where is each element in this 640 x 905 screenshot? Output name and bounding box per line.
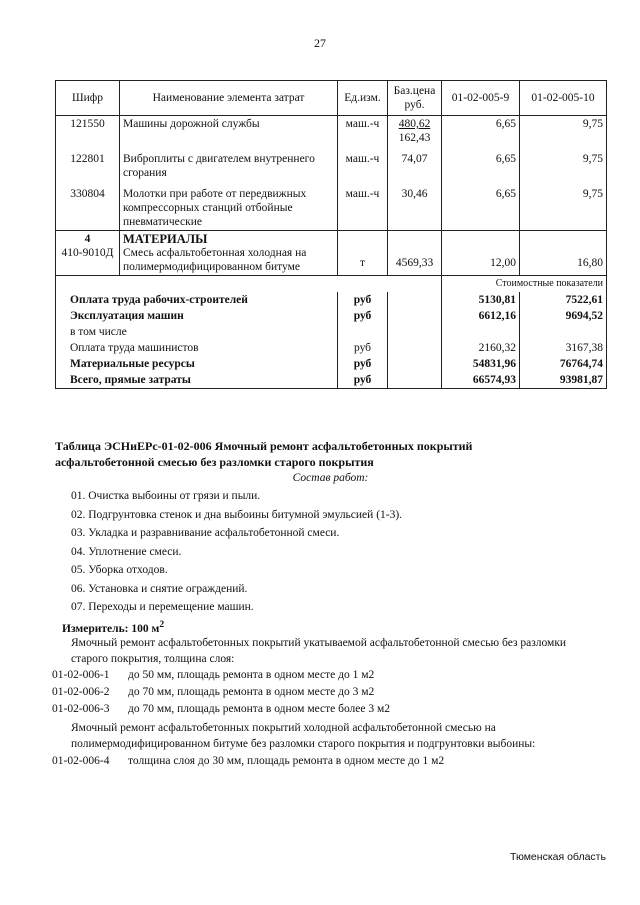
list-item <box>52 667 390 684</box>
section-title-line2: асфальтобетонной смесью без разломки старого покрытия <box>55 455 374 469</box>
row-v1: 6,65 <box>442 151 520 186</box>
list-item <box>52 753 444 770</box>
summary-label: Оплата труда рабочих-строителей <box>56 292 338 308</box>
row-name: Машины дорожной службы <box>120 116 338 152</box>
materials-title: МАТЕРИАЛЫ <box>123 232 208 246</box>
header-code: Шифр <box>56 81 120 116</box>
row-price: 30,46 <box>388 186 442 231</box>
header-unit: Ед.изм. <box>338 81 388 116</box>
summary-unit: руб <box>338 340 388 356</box>
summary-row <box>56 356 607 372</box>
summary-row <box>56 324 607 340</box>
cost-table <box>55 80 607 389</box>
item-code: 01-02-006-3 <box>52 703 110 715</box>
codes-list-2 <box>52 753 444 770</box>
table-row <box>56 151 607 186</box>
row-v2: 9,75 <box>520 151 607 186</box>
section-title-line1: Таблица ЭСНиЕРс-01-02-006 Ямочный ремонт асфальтобетонных покрытий <box>55 439 473 453</box>
measure-sup: 2 <box>159 619 165 630</box>
item-code: 01-02-006-1 <box>52 669 110 681</box>
item-code: 01-02-006-4 <box>52 755 110 767</box>
summary-row <box>56 372 607 389</box>
summary-label: Оплата труда машинистов <box>56 340 338 356</box>
summary-row <box>56 340 607 356</box>
materials-unit: т <box>338 231 388 276</box>
row-v2: 9,75 <box>520 116 607 152</box>
footer-region: Тюменская область <box>510 851 606 863</box>
summary-v2: 93981,87 <box>520 372 607 389</box>
materials-name: Смесь асфальтобетонная холодная на полимермодифицированном битуме <box>123 247 307 273</box>
summary-v1: 6612,16 <box>442 308 520 324</box>
materials-price: 4569,33 <box>388 231 442 276</box>
list-item: 06. Установка и снятие ограждений. <box>71 582 248 595</box>
table-row <box>56 186 607 231</box>
row-name: Виброплиты с двигателем внутреннего сгорания <box>120 151 338 186</box>
list-item <box>52 701 390 718</box>
header-name: Наименование элемента затрат <box>120 81 338 116</box>
item-text: до 50 мм, площадь ремонта в одном месте до 1 м2 <box>128 669 375 681</box>
list-item: 05. Уборка отходов. <box>71 564 168 576</box>
row-code: 122801 <box>56 151 120 186</box>
materials-code: 410-9010Д <box>61 247 114 259</box>
price-underlined: 480,62 <box>398 118 431 130</box>
paragraph-2: Ямочный ремонт асфальтобетонных покрытий холодной асфальтобетонной смесью на полимермодифицированном битуме без разломки старого покрытия и подгрунтовки выбоины: <box>71 722 536 750</box>
paragraph-1: Ямочный ремонт асфальтобетонных покрытий укатываемой асфальтобетонной смесью без разломки старого покрытия, толщина слоя: <box>71 637 567 665</box>
summary-label: в том числе <box>56 324 338 340</box>
row-v1: 6,65 <box>442 186 520 231</box>
materials-row <box>56 231 607 276</box>
list-item: 01. Очистка выбоины от грязи и пыли. <box>71 490 261 502</box>
item-text: толщина слоя до 30 мм, площадь ремонта в одном месте до 1 м2 <box>128 755 445 767</box>
materials-number: 4 <box>84 233 91 245</box>
header-base-price: Баз.цена руб. <box>388 81 442 116</box>
summary-v2: 3167,38 <box>520 340 607 356</box>
summary-label: Эксплуатация машин <box>56 308 338 324</box>
header-col1: 01-02-005-9 <box>442 81 520 116</box>
section-title <box>55 438 606 470</box>
list-item: 04. Уплотнение смеси. <box>71 545 182 558</box>
summary-unit: руб <box>338 356 388 372</box>
summary-label: Всего, прямые затраты <box>56 372 338 389</box>
materials-v1: 12,00 <box>442 231 520 276</box>
cost-caption: Стоимостные показатели <box>442 276 607 293</box>
summary-v1: 54831,96 <box>442 356 520 372</box>
summary-label: Материальные ресурсы <box>56 356 338 372</box>
table-header-row <box>56 81 607 116</box>
summary-v2: 7522,61 <box>520 292 607 308</box>
summary-row <box>56 308 607 324</box>
row-v2: 9,75 <box>520 186 607 231</box>
works-title: Состав работ: <box>292 472 369 484</box>
materials-v2: 16,80 <box>520 231 607 276</box>
measure <box>62 617 613 637</box>
item-text: до 70 мм, площадь ремонта в одном месте до 3 м2 <box>128 686 375 698</box>
header-col2: 01-02-005-10 <box>520 81 607 116</box>
item-code: 01-02-006-2 <box>52 686 110 698</box>
summary-v1: 5130,81 <box>442 292 520 308</box>
summary-v1: 66574,93 <box>442 372 520 389</box>
list-item: 02. Подгрунтовка стенок и дна выбоины битумной эмульсией (1-3). <box>71 508 403 521</box>
summary-v2: 76764,74 <box>520 356 607 372</box>
price-secondary: 162,43 <box>398 132 431 144</box>
summary-v1: 2160,32 <box>442 340 520 356</box>
summary-row <box>56 292 607 308</box>
item-text: до 70 мм, площадь ремонта в одном месте более 3 м2 <box>128 703 391 715</box>
table-row <box>56 116 607 152</box>
materials-name-cell <box>120 231 338 276</box>
row-unit: маш.-ч <box>338 151 388 186</box>
list-item: 07. Переходы и перемещение машин. <box>71 601 254 613</box>
codes-list-1 <box>52 667 390 718</box>
row-unit: маш.-ч <box>338 186 388 231</box>
summary-unit: руб <box>338 308 388 324</box>
summary-unit: руб <box>338 292 388 308</box>
row-code: 330804 <box>56 186 120 231</box>
row-name: Молотки при работе от передвижных компрессорных станций отбойные пневматические <box>120 186 338 231</box>
row-price <box>388 116 442 152</box>
materials-code-cell <box>56 231 120 276</box>
summary-unit: руб <box>338 372 388 389</box>
list-item <box>52 684 390 701</box>
operations-list <box>71 488 402 618</box>
summary-v2: 9694,52 <box>520 308 607 324</box>
row-code: 121550 <box>56 116 120 152</box>
list-item: 03. Укладка и разравнивание асфальтобетонной смеси. <box>71 527 340 539</box>
measure-label: Измеритель: 100 м <box>62 622 160 635</box>
row-price: 74,07 <box>388 151 442 186</box>
row-unit: маш.-ч <box>338 116 388 152</box>
cost-caption-row <box>56 276 607 293</box>
row-v1: 6,65 <box>442 116 520 152</box>
page-number: 27 <box>314 36 326 50</box>
